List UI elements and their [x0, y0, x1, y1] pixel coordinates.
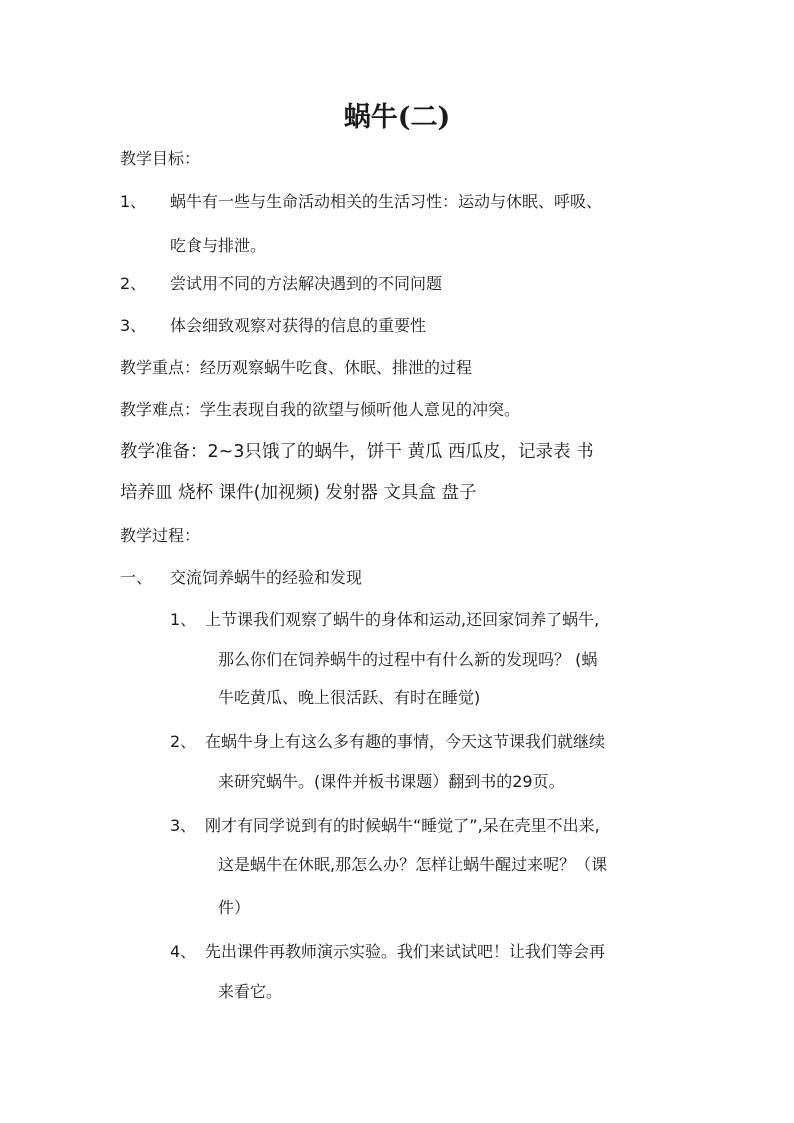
objective-3-number: 3、 — [120, 316, 147, 335]
key-point: 教学重点：经历观察蜗牛吃食、休眠、排泄的过程 — [120, 358, 473, 377]
objective-1-line-1: 蜗牛有一些与生命活动相关的生活习性：运动与休眠、呼吸、 — [170, 192, 603, 211]
step-3-line-1: 刚才有同学说到有的时候蜗牛“睡觉了”,呆在壳里不出来, — [205, 816, 600, 835]
step-4-line-1: 先出课件再教师演示实验。我们来试试吧！让我们等会再 — [205, 942, 606, 961]
step-1-line-1: 上节课我们观察了蜗牛的身体和运动,还回家饲养了蜗牛, — [205, 610, 600, 629]
step-4-line-2: 来看它。 — [218, 982, 283, 1001]
step-1-number: 1、 — [170, 610, 197, 629]
process-heading: 教学过程： — [120, 526, 201, 545]
objective-1-number: 1、 — [120, 192, 147, 211]
step-3-number: 3、 — [170, 816, 197, 835]
objectives-heading: 教学目标： — [120, 149, 201, 168]
step-1-line-3: 牛吃黄瓜、晚上很活跃、有时在睡觉) — [218, 688, 481, 707]
section-1-label: 交流饲养蜗牛的经验和发现 — [170, 568, 363, 587]
preparation-line-2: 培养皿 烧杯 课件(加视频) 发射器 文具盒 盘子 — [120, 483, 477, 503]
step-1-line-2: 那么你们在饲养蜗牛的过程中有什么新的发现吗？ (蜗 — [218, 650, 598, 669]
step-4-number: 4、 — [170, 942, 197, 961]
objective-2-line-1: 尝试用不同的方法解决遇到的不同问题 — [170, 274, 443, 293]
preparation-line-1: 教学准备：2~3只饿了的蜗牛，饼干 黄瓜 西瓜皮，记录表 书 — [120, 442, 594, 462]
objective-1-line-2: 吃食与排泄。 — [170, 236, 267, 255]
objective-3-line-1: 体会细致观察对获得的信息的重要性 — [170, 316, 427, 335]
objective-2-number: 2、 — [120, 274, 147, 293]
step-2-line-2: 来研究蜗牛。(课件并板书课题）翻到书的29页。 — [218, 772, 565, 791]
page-title: 蜗牛(二) — [343, 102, 451, 133]
step-3-line-3: 件） — [218, 898, 251, 917]
section-1-number: 一、 — [120, 568, 153, 587]
step-3-line-2: 这是蜗牛在休眠,那怎么办？怎样让蜗牛醒过来呢？（课 — [218, 855, 608, 874]
step-2-number: 2、 — [170, 732, 197, 751]
difficulty: 教学难点：学生表现自我的欲望与倾听他人意见的冲突。 — [120, 400, 521, 419]
step-2-line-1: 在蜗牛身上有这么多有趣的事情，今天这节课我们就继续 — [205, 732, 606, 751]
